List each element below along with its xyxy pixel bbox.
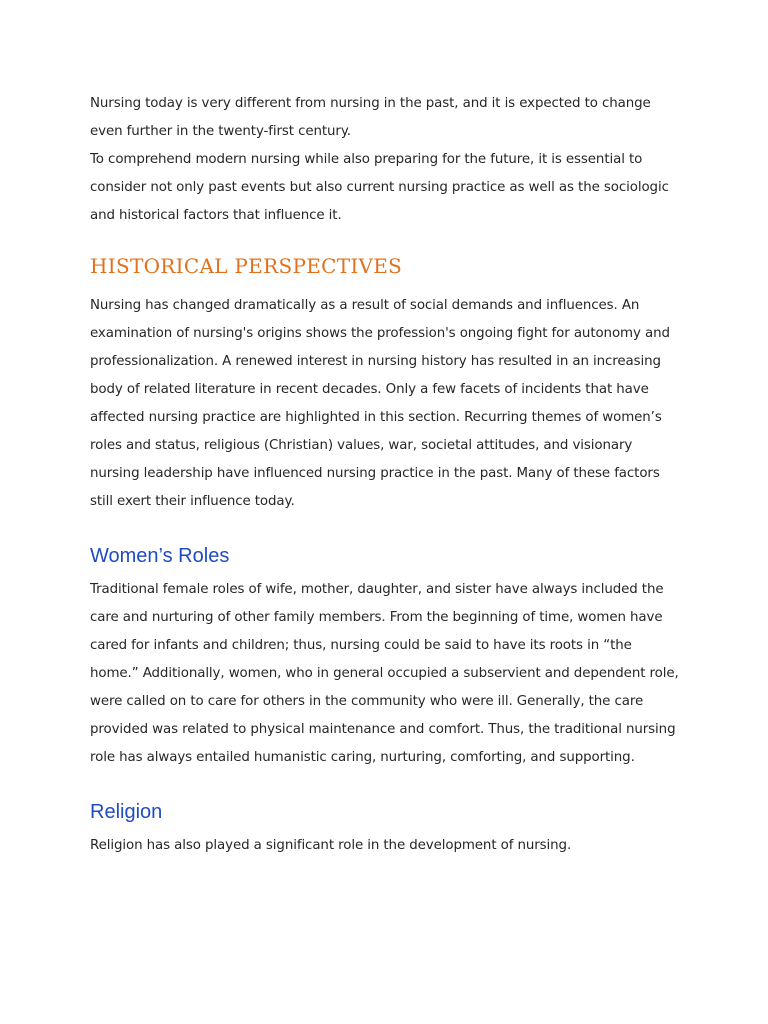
religion-heading: Religion bbox=[90, 801, 163, 823]
womens-roles-body: Traditional female roles of wife, mother, daughter, and sister have always included the care and nurturing of other family members. From the beginning of time, women have cared for infants and children; thus, nursing could be said to have its roots in “the home.” Additionally, women, who in general occupied a subservient and dependent role, were called on to care for others in the community who were ill. Generally, the care provided was related to physical maintenance and comfort. Thus, the traditional nursing role has always entailed humanistic caring, nurturing, comforting, and supporting. bbox=[90, 582, 679, 765]
womens-roles-heading: Women’s Roles bbox=[90, 545, 230, 567]
intro-paragraph-2: To comprehend modern nursing while also preparing for the future, it is essential to consider not only past events but also current nursing practice as well as the sociologic and historical factors that influence it. bbox=[90, 152, 669, 223]
intro-paragraph-1: Nursing today is very different from nursing in the past, and it is expected to change even further in the twenty-first century. bbox=[90, 96, 651, 139]
religion-body: Religion has also played a significant role in the development of nursing. bbox=[90, 838, 572, 853]
historical-perspectives-heading: HISTORICAL PERSPECTIVES bbox=[90, 254, 403, 278]
document-page bbox=[90, 90, 680, 860]
historical-perspectives-body: Nursing has changed dramatically as a result of social demands and influences. An examination of nursing's origins shows the profession's ongoing fight for autonomy and professionalization. A renewed interest in nursing history has resulted in an increasing body of related literature in recent decades. Only a few facets of incidents that have affected nursing practice are highlighted in this section. Recurring themes of women’s roles and status, religious (Christian) values, war, societal attitudes, and visionary nursing leadership have influenced nursing practice in the past. Many of these factors still exert their influence today. bbox=[90, 298, 670, 509]
